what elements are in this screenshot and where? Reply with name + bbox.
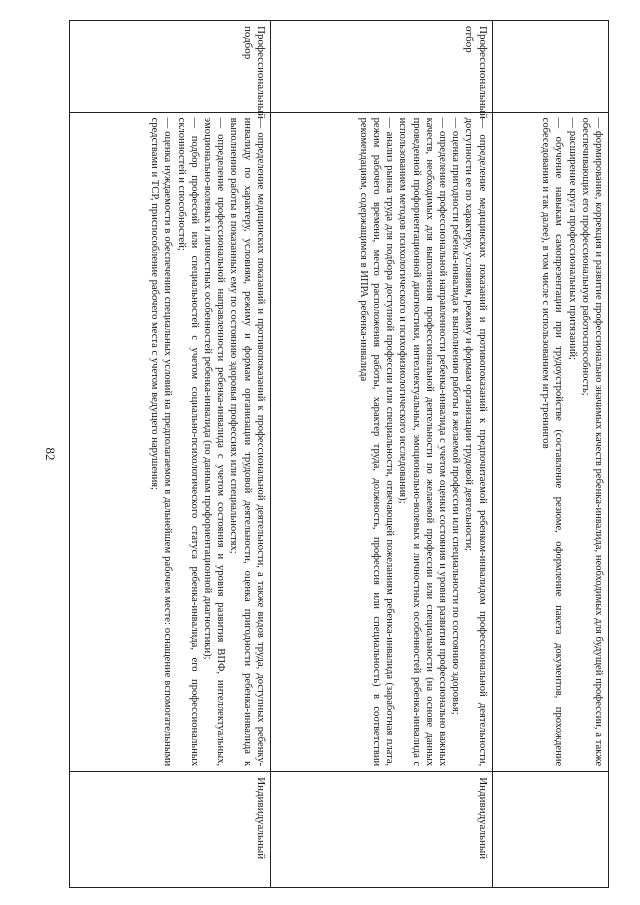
list-item: — расширение круга профессиональных притязаний; (566, 117, 578, 360)
table-row (270, 21, 492, 888)
row-name-cell: Профессиональный подбор (70, 21, 271, 113)
row-form-cell: Индивидуальный (70, 772, 271, 888)
table-row (492, 21, 608, 888)
page-number: 82 (43, 447, 58, 461)
row-name-cell (492, 21, 608, 113)
list-item: — обучение навыкам самопрезентации при трудоустройстве (составление резюме, оформление пакета документов, прохождение собеседования и так далее), в том числе с использованием игр-тренингов (540, 117, 565, 767)
list-item: — формирование, коррекция и развитие профессионально значимых качеств ребенка-инвалида, необходимых для будущей профессии, а также обеспечивающих его профессиональную работоспособность; (579, 117, 604, 767)
list-item: — оценка пригодности ребенка-инвалида к выполнению работы в желаемой профессии или специальности по состоянию здоровья; (450, 117, 462, 715)
row-content-cell (270, 112, 492, 772)
list-item: — определение медицинских показаний и противопоказаний к профессиональной деятельности, а также видов труда, доступных ребенку-инвалиду по характеру, условиям, режиму и формам организации трудовой деятельности, оценка пригодности ребенка-инвалида к выполнению работы в показанных ему по состоянию здоровья профессиях или специальностях; (228, 117, 266, 767)
list-item: — определение медицинских показаний и противопоказаний к предпочитаемой ребенком-инвалидом профессиональной деятельности, доступности ее по характеру, условиям, режиму и формам организации трудовой деятельности; (463, 117, 488, 767)
list-item: — подбор профессий или специальностей с учетом социально-психологического статуса ребенка-инвалида, его профессиональных склонностей и способностей; (175, 117, 200, 767)
row-content-cell (70, 112, 271, 772)
row-content-cell (492, 112, 608, 772)
row-form-cell (492, 772, 608, 888)
list-item: — определение профессиональной направленности ребенка-инвалида с учетом оценки состояния и уровня развития профессионально важных качеств, необходимых для выполнения профессиональной деятельности по желаемой профессии или специальности (на основе данных проведенной профориентационной диагностики, интеллектуальных, эмоционально-волевых и личностных особенностей ребенка-инвалида с использованием методов психологического и психофизиологического исследования); (397, 117, 448, 767)
row-form-cell: Индивидуальный (270, 772, 492, 888)
rehabilitation-table (69, 20, 609, 888)
rehabilitation-table-rotated (69, 20, 609, 888)
table-row (70, 21, 271, 888)
list-item: — определение профессиональной направленности ребенка-инвалида с учетом состояния и уровня развития ВПФ, интеллектуальных, эмоционально-волевых и личностных особенностей ребенка-инвалида (по данным профориентационной диагностики); (201, 117, 227, 767)
list-item: — анализ рынка труда для подбора доступной профессии или специальности, отвечающей пожеланиям ребенка-инвалида (заработная плата, режим рабочего времени, место расположения работы, характер труда, должность, профессия или специальность) в соответствии рекомендациям, содержащимся в ИПРА ребенка-инвалида (357, 117, 396, 767)
row-name-cell: Профессиональный отбор (270, 21, 492, 113)
list-item: — оценка нуждаемости в обеспечении специальных условий на предполагаемом в дальнейшем рабочем месте: оснащение вспомогательными средствами и ТСР, приспособление рабочего места с учетом ведущего нарушения; (149, 117, 174, 767)
